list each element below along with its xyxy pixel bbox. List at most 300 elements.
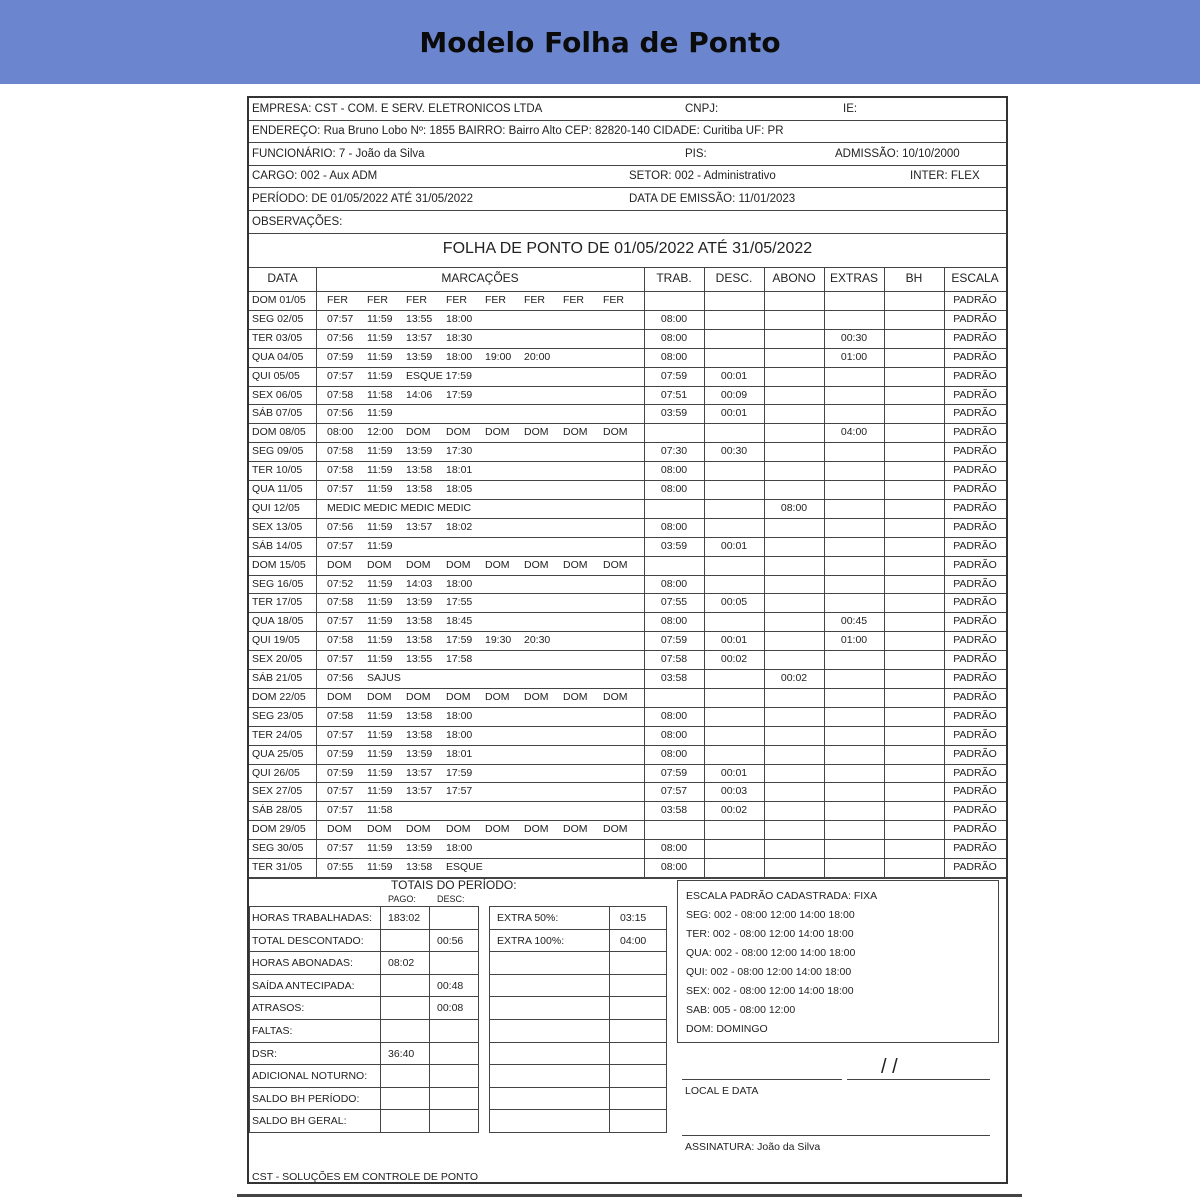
row-mark: 13:58 (406, 709, 433, 722)
row-divider (249, 669, 1006, 670)
row-date: QUA 11/05 (252, 483, 303, 495)
row-divider (249, 631, 1006, 632)
row-mark: 11:59 (367, 369, 393, 382)
row-divider (249, 764, 1006, 765)
row-date: SEG 09/05 (252, 445, 304, 458)
row-mark: DOM (327, 823, 352, 836)
row-escala: PADRÃO (953, 369, 997, 382)
row-mark: 17:59 (446, 634, 473, 647)
row-mark: 18:45 (446, 615, 473, 628)
row-mark: 11:59 (367, 785, 393, 798)
extras-divider (609, 1064, 610, 1087)
header-row-funcionario (249, 143, 1006, 166)
assinatura: ASSINATURA: João da Silva (685, 1141, 821, 1153)
row-mark: 13:59 (406, 596, 433, 609)
row-mark: 20:00 (524, 350, 551, 363)
row-mark: FER (524, 294, 545, 306)
row-divider (249, 612, 1006, 613)
row-mark: DOM (485, 690, 510, 703)
row-mark: 13:57 (406, 766, 433, 779)
row-mark: 13:59 (406, 445, 433, 458)
row-trab: 08:00 (660, 747, 688, 760)
row-mark: 11:58 (367, 388, 393, 401)
row-mark: DOM (603, 690, 628, 703)
row-mark: 11:59 (367, 596, 393, 609)
row-mark: 18:00 (446, 312, 473, 325)
empresa: EMPRESA: CST - COM. E SERV. ELETRONICOS LTDA (252, 103, 543, 115)
row-mark: 11:59 (367, 842, 393, 855)
row-mark: 11:59 (367, 407, 393, 420)
col-extras: EXTRAS (829, 271, 878, 285)
extras-row (489, 1064, 667, 1088)
row-escala: PADRÃO (953, 785, 997, 798)
row-mark: DOM (406, 690, 431, 703)
row-mark: 07:57 (327, 615, 354, 628)
row-mark: DOM (446, 823, 471, 836)
row-mark: 19:30 (485, 634, 512, 647)
escala-line: SAB: 005 - 08:00 12:00 (686, 1004, 796, 1016)
row-mark: ESQUE (446, 861, 483, 873)
escala-title: ESCALA PADRÃO CADASTRADA: FIXA (686, 890, 878, 902)
totals-divider (380, 906, 381, 929)
row-mark: 07:57 (327, 842, 354, 855)
row-mark: 13:58 (406, 634, 433, 647)
row-date: QUI 05/05 (252, 369, 300, 382)
totals-label: ADICIONAL NOTURNO: (252, 1070, 368, 1083)
funcionario: FUNCIONÁRIO: 7 - João da Silva (252, 148, 425, 160)
row-mark: FER (367, 294, 388, 306)
row-trab: 08:00 (660, 520, 688, 533)
row-mark: 11:59 (367, 653, 393, 666)
admissao: ADMISSÃO: 10/10/2000 (835, 148, 960, 160)
totals-desc: 00:56 (437, 934, 464, 947)
row-mark: DOM (603, 558, 628, 571)
totals-divider (380, 951, 381, 974)
row-trab: 03:58 (660, 672, 688, 684)
row-mark: 11:59 (367, 577, 393, 590)
row-desc: 00:02 (720, 653, 748, 666)
row-mark: DOM (367, 690, 392, 703)
header-row-observacoes (249, 211, 1006, 234)
row-mark: 14:03 (406, 577, 433, 590)
signature-line (682, 1135, 990, 1136)
row-abono: 00:02 (780, 672, 808, 684)
row-desc: 00:01 (720, 634, 748, 647)
totals-divider (429, 996, 430, 1019)
row-mark: 13:58 (406, 483, 433, 495)
totals-pago: 183:02 (388, 912, 421, 924)
row-mark: 07:56 (327, 407, 354, 420)
column-divider (316, 267, 317, 877)
totals-title: TOTAIS DO PERÍODO: (391, 878, 517, 892)
row-date: SEG 30/05 (252, 842, 304, 855)
row-mark: DOM (327, 558, 352, 571)
row-mark: 13:57 (406, 520, 433, 533)
row-escala: PADRÃO (953, 596, 997, 609)
row-date: TER 24/05 (252, 728, 303, 741)
row-date: DOM 22/05 (252, 690, 306, 703)
escala-box (677, 880, 999, 1043)
extras-row (489, 1019, 667, 1043)
row-mark: 18:00 (446, 709, 473, 722)
row-mark: ESQUE 17:59 (406, 369, 472, 382)
row-desc: 00:01 (720, 407, 748, 420)
row-trab: 07:51 (660, 388, 688, 401)
totals-divider (380, 1019, 381, 1042)
col-desc: DESC. (715, 271, 753, 285)
row-mark: 11:59 (367, 312, 393, 325)
row-trab: 07:59 (660, 369, 688, 382)
column-divider (704, 267, 705, 877)
row-escala: PADRÃO (953, 823, 997, 836)
row-trab: 07:57 (660, 785, 688, 798)
row-mark: 11:59 (367, 766, 393, 779)
extras-divider (609, 1042, 610, 1065)
row-mark: 07:59 (327, 766, 354, 779)
row-mark: DOM (367, 558, 392, 571)
row-mark: 18:01 (446, 747, 473, 760)
table-top-line (249, 267, 1006, 268)
row-escala: PADRÃO (953, 709, 997, 722)
row-date: SEG 02/05 (252, 312, 304, 325)
row-mark: DOM (406, 426, 431, 439)
row-mark: DOM (603, 426, 628, 439)
row-escala: PADRÃO (953, 653, 997, 666)
extra-value: 04:00 (620, 934, 647, 947)
row-date: QUI 26/05 (252, 766, 300, 779)
row-trab: 03:58 (660, 804, 688, 817)
totals-divider (380, 929, 381, 952)
row-mark: DOM (563, 426, 588, 439)
column-divider (884, 267, 885, 877)
row-divider (249, 480, 1006, 481)
row-escala: PADRÃO (953, 407, 997, 420)
extras-divider (609, 929, 610, 952)
row-mark: 12:00 (367, 426, 394, 439)
row-mark: 17:58 (446, 653, 473, 666)
row-mark: 07:55 (327, 861, 354, 873)
extras-divider (609, 906, 610, 929)
row-escala: PADRÃO (953, 331, 997, 344)
row-desc: 00:01 (720, 766, 748, 779)
row-date: DOM 29/05 (252, 823, 306, 836)
row-mark: DOM (485, 558, 510, 571)
extras-divider (609, 1109, 610, 1132)
date-line (847, 1079, 990, 1080)
row-mark: 07:57 (327, 653, 354, 666)
row-divider (249, 575, 1006, 576)
extras-row (489, 951, 667, 975)
totals-desc: 00:08 (437, 1002, 464, 1015)
row-escala: PADRÃO (953, 558, 997, 571)
row-mark: DOM (524, 823, 549, 836)
extras-divider (609, 974, 610, 997)
row-mark: 07:52 (327, 577, 354, 590)
row-mark: 13:58 (406, 728, 433, 741)
row-divider (249, 745, 1006, 746)
row-divider (249, 782, 1006, 783)
row-trab: 07:58 (660, 653, 688, 666)
row-divider (249, 820, 1006, 821)
totals-desc: 00:48 (437, 979, 464, 992)
extras-row (489, 1087, 667, 1111)
row-date: QUI 19/05 (252, 634, 300, 647)
row-escala: PADRÃO (953, 388, 997, 401)
row-divider (249, 593, 1006, 594)
row-mark: DOM (446, 426, 471, 439)
row-escala: PADRÃO (953, 350, 997, 363)
row-divider (249, 367, 1006, 368)
row-mark: DOM (524, 690, 549, 703)
row-divider (249, 329, 1006, 330)
totals-label: TOTAL DESCONTADO: (252, 934, 364, 947)
column-divider (824, 267, 825, 877)
row-mark: 07:57 (327, 312, 354, 325)
row-trab: 03:59 (660, 407, 688, 420)
extras-row (489, 1042, 667, 1066)
row-trab: 08:00 (660, 464, 688, 477)
escala-line: QUA: 002 - 08:00 12:00 14:00 18:00 (686, 947, 856, 959)
page-bottom-line (237, 1194, 1022, 1197)
row-divider (249, 858, 1006, 859)
row-mark: 11:59 (367, 483, 393, 495)
row-divider (249, 518, 1006, 519)
extra-value: 03:15 (620, 912, 647, 924)
row-mark: 13:58 (406, 861, 433, 873)
row-mark: 07:57 (327, 483, 354, 495)
row-mark: 11:59 (367, 445, 393, 458)
row-escala: PADRÃO (953, 634, 997, 647)
row-mark: 07:57 (327, 539, 354, 552)
row-mark: 14:06 (406, 388, 433, 401)
row-divider (249, 726, 1006, 727)
totals-label: DSR: (252, 1047, 278, 1060)
row-mark: DOM (563, 823, 588, 836)
row-mark: 13:57 (406, 785, 433, 798)
totals-label: SAÍDA ANTECIPADA: (252, 979, 355, 992)
row-mark: MEDIC MEDIC MEDIC MEDIC (327, 501, 472, 514)
row-mark: 07:56 (327, 331, 354, 344)
row-desc: 00:01 (720, 539, 748, 552)
row-extras: 01:00 (840, 350, 868, 363)
extras-row (489, 1109, 667, 1133)
column-divider (644, 267, 645, 877)
row-mark: 13:55 (406, 653, 433, 666)
row-mark: 07:58 (327, 388, 354, 401)
row-date: SEG 23/05 (252, 709, 304, 722)
row-mark: 11:58 (367, 804, 393, 817)
row-escala: PADRÃO (953, 426, 997, 439)
row-divider (249, 386, 1006, 387)
row-mark: DOM (524, 558, 549, 571)
row-trab: 08:00 (660, 331, 688, 344)
row-extras: 00:30 (840, 331, 868, 344)
row-escala: PADRÃO (953, 312, 997, 325)
row-mark: 11:59 (367, 520, 393, 533)
row-desc: 00:09 (720, 388, 748, 401)
totals-label: SALDO BH PERÍODO: (252, 1092, 360, 1105)
row-mark: 18:00 (446, 350, 473, 363)
row-mark: 11:59 (367, 350, 393, 363)
table-bottom-line (249, 877, 1006, 879)
row-mark: FER (446, 294, 467, 306)
header-row-periodo (249, 188, 1006, 211)
cnpj: CNPJ: (685, 103, 719, 115)
row-mark: 13:58 (406, 615, 433, 628)
ie: IE: (843, 103, 858, 115)
row-escala: PADRÃO (953, 520, 997, 533)
row-mark: 11:59 (367, 331, 393, 344)
totals-divider (429, 1109, 430, 1132)
extras-row (489, 996, 667, 1020)
row-mark: 11:59 (367, 861, 393, 873)
row-mark: 07:59 (327, 747, 354, 760)
row-mark: 18:00 (446, 728, 473, 741)
row-mark: 08:00 (327, 426, 354, 439)
col-bh: BH (905, 271, 923, 285)
row-trab: 08:00 (660, 861, 688, 873)
totals-label: ATRASOS: (252, 1002, 305, 1015)
row-divider (249, 801, 1006, 802)
row-mark: 19:00 (485, 350, 512, 363)
totals-divider (380, 996, 381, 1019)
col-marcacoes: MARCAÇÕES (441, 271, 519, 285)
row-mark: 18:00 (446, 842, 473, 855)
extras-row (489, 974, 667, 998)
row-date: QUA 04/05 (252, 350, 304, 363)
totals-divider (429, 951, 430, 974)
row-escala: PADRÃO (953, 501, 997, 514)
row-escala: PADRÃO (953, 294, 997, 306)
row-divider (249, 707, 1006, 708)
row-escala: PADRÃO (953, 577, 997, 590)
totals-divider (380, 1064, 381, 1087)
extras-divider (609, 996, 610, 1019)
row-mark: 07:58 (327, 445, 354, 458)
cargo: CARGO: 002 - Aux ADM (252, 170, 378, 182)
row-escala: PADRÃO (953, 539, 997, 552)
col-data: DATA (267, 271, 298, 285)
row-date: SÁB 07/05 (252, 407, 303, 420)
row-mark: 07:57 (327, 804, 354, 817)
row-mark: 13:59 (406, 747, 433, 760)
row-mark: 18:00 (446, 577, 473, 590)
row-date: DOM 15/05 (252, 558, 306, 571)
row-divider (249, 556, 1006, 557)
row-trab: 08:00 (660, 312, 688, 325)
date-slashes: / / (881, 1056, 898, 1078)
row-mark: 07:58 (327, 634, 354, 647)
escala-line: QUI: 002 - 08:00 12:00 14:00 18:00 (686, 966, 852, 978)
row-mark: 11:59 (367, 615, 393, 628)
row-mark: 18:01 (446, 464, 473, 477)
row-mark: 07:59 (327, 350, 354, 363)
extra-label: EXTRA 50%: (497, 912, 559, 924)
row-date: SÁB 28/05 (252, 804, 303, 817)
row-divider (249, 423, 1006, 424)
row-mark: 11:59 (367, 728, 393, 741)
col-abono: ABONO (772, 271, 816, 285)
row-mark: 11:59 (367, 539, 393, 552)
totals-divider (429, 1019, 430, 1042)
extras-divider (609, 951, 610, 974)
row-extras: 00:45 (840, 615, 868, 628)
row-mark: 17:57 (446, 785, 473, 798)
footer: CST - SOLUÇÕES EM CONTROLE DE PONTO (252, 1171, 478, 1183)
row-mark: SAJUS (367, 672, 401, 684)
row-mark: FER (603, 294, 624, 306)
totals-divider (429, 1087, 430, 1110)
row-mark: DOM (603, 823, 628, 836)
banner-title: Modelo Folha de Ponto (419, 25, 781, 59)
row-date: TER 31/05 (252, 861, 303, 873)
row-mark: FER (327, 294, 348, 306)
row-escala: PADRÃO (953, 861, 997, 873)
sheet-title: FOLHA DE PONTO DE 01/05/2022 ATÉ 31/05/2022 (442, 240, 813, 257)
data-emissao: DATA DE EMISSÃO: 11/01/2023 (629, 193, 796, 205)
row-mark: DOM (563, 690, 588, 703)
row-escala: PADRÃO (953, 842, 997, 855)
row-desc: 00:05 (720, 596, 748, 609)
totals-divider (380, 1042, 381, 1065)
totals-divider (429, 974, 430, 997)
periodo: PERÍODO: DE 01/05/2022 ATÉ 31/05/2022 (252, 193, 473, 205)
escala-line: SEX: 002 - 08:00 12:00 14:00 18:00 (686, 985, 854, 997)
row-mark: 07:57 (327, 728, 354, 741)
row-date: DOM 01/05 (252, 294, 306, 306)
totals-divider (429, 929, 430, 952)
row-mark: FER (563, 294, 584, 306)
totals-divider (380, 1109, 381, 1132)
row-date: SEX 13/05 (252, 520, 303, 533)
row-mark: 18:30 (446, 331, 473, 344)
row-mark: DOM (406, 558, 431, 571)
row-trab: 07:55 (660, 596, 688, 609)
row-divider (249, 688, 1006, 689)
totals-pago: 36:40 (388, 1047, 415, 1060)
row-desc: 00:30 (720, 445, 748, 458)
header-row-cargo (249, 166, 1006, 188)
row-mark: 17:59 (446, 766, 473, 779)
row-mark: 07:58 (327, 596, 354, 609)
escala-line: TER: 002 - 08:00 12:00 14:00 18:00 (686, 928, 854, 940)
row-divider (249, 310, 1006, 311)
row-mark: 11:59 (367, 464, 393, 477)
timesheet (247, 96, 1008, 1184)
row-divider (249, 499, 1006, 500)
row-trab: 07:59 (660, 634, 688, 647)
row-mark: 07:56 (327, 672, 354, 684)
row-escala: PADRÃO (953, 445, 997, 458)
row-date: QUI 12/05 (252, 501, 300, 514)
row-trab: 08:00 (660, 577, 688, 590)
row-divider (249, 537, 1006, 538)
row-trab: 08:00 (660, 709, 688, 722)
escala-line: DOM: DOMINGO (686, 1023, 768, 1035)
row-date: SÁB 14/05 (252, 539, 303, 552)
row-mark: 18:02 (446, 520, 473, 533)
row-mark: DOM (563, 558, 588, 571)
extra-label: EXTRA 100%: (497, 934, 565, 947)
row-mark: 17:30 (446, 445, 473, 458)
row-date: DOM 08/05 (252, 426, 306, 439)
row-mark: 13:58 (406, 464, 433, 477)
row-mark: DOM (367, 823, 392, 836)
row-divider (249, 404, 1006, 405)
totals-divider (429, 1064, 430, 1087)
row-trab: 08:00 (660, 483, 688, 495)
row-trab: 08:00 (660, 842, 688, 855)
